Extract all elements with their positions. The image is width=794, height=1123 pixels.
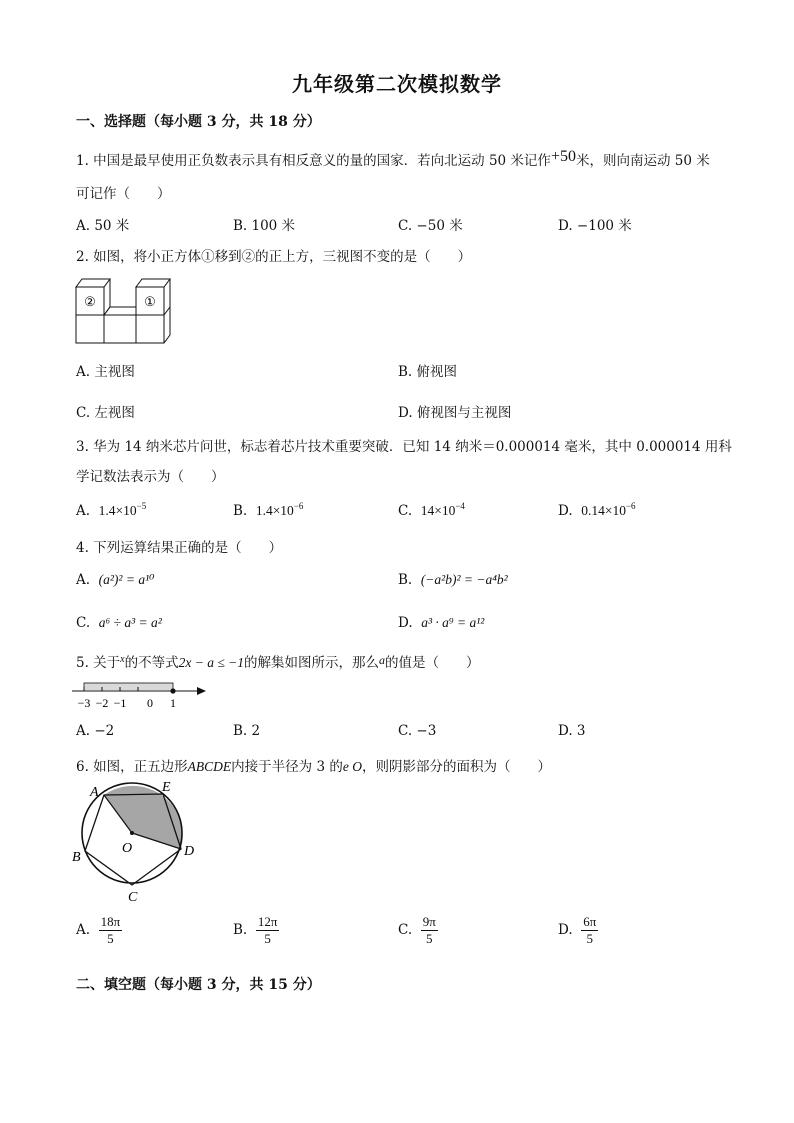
cube-label-1: ① <box>144 294 156 309</box>
vertex-label-a: A <box>90 785 99 800</box>
number-line-arrow <box>197 687 206 695</box>
q5-inequality: 2x − a ≤ −1 <box>178 655 244 670</box>
q5-option-d: D. 3 <box>558 723 586 739</box>
q3-option-b <box>233 501 303 519</box>
q6-option-d <box>558 914 598 947</box>
question-3-line-1: 3. 华为 14 纳米芯片问世，标志着芯片技术重要突破．已知 14 纳米＝0.000014 毫米，其中 0.000014 用科 <box>76 439 732 455</box>
pentagon-circle-figure <box>70 778 200 906</box>
q5-option-c: C. −3 <box>398 723 437 739</box>
q3-option-a <box>76 501 146 519</box>
solution-set-shading <box>84 683 173 691</box>
q5-text-b: 的不等式 <box>124 655 179 671</box>
cube-label-2: ② <box>84 294 96 309</box>
q6-text-b: 内接于半径为 3 的 <box>231 759 343 775</box>
q4-option-d <box>398 615 484 631</box>
q5-option-b: B. 2 <box>233 723 261 739</box>
q3-a-base: 1.4×10 <box>98 503 137 518</box>
q6-c-fraction <box>421 914 438 947</box>
q3-b-base: 1.4×10 <box>255 503 294 518</box>
q4-option-a <box>76 572 155 588</box>
question-1-line-2: 可记作（ ） <box>76 186 171 202</box>
q2-option-b: B. 俯视图 <box>398 364 458 380</box>
q4-d-expr: a³ · a⁹ = a¹² <box>421 615 485 630</box>
cube-bottom-middle <box>104 315 136 343</box>
q5-text-c: 的解集如图所示，那么 <box>244 655 379 671</box>
center-label-o: O <box>122 841 133 856</box>
center-point <box>130 831 134 835</box>
cube-middle-top-face <box>104 307 136 315</box>
q3-a-exp: −5 <box>136 501 147 511</box>
page-title: 九年级第二次模拟数学 <box>292 72 502 96</box>
q4-b-label: B. <box>398 572 413 588</box>
cube-bottom-right <box>136 315 164 343</box>
q3-c-exp: −4 <box>455 501 465 511</box>
q5-var-x: x <box>120 654 125 665</box>
q3-d-label: D. <box>558 503 573 519</box>
cube-bottom-left <box>76 315 104 343</box>
q4-a-label: A. <box>76 572 91 588</box>
q6-a-label: A. <box>76 922 91 938</box>
q5-var-a: a <box>379 653 385 667</box>
question-3-line-2: 学记数法表示为（ ） <box>76 469 225 485</box>
q5-option-a: A. −2 <box>76 723 115 739</box>
q3-b-exp: −6 <box>293 501 304 511</box>
tick-label-neg1: −1 <box>113 696 127 710</box>
q6-option-b <box>233 914 279 947</box>
q1-option-d: D. −100 米 <box>558 218 632 234</box>
cube-top-left-top-face <box>76 279 110 287</box>
section-heading-fill-in: 二、填空题（每小题 3 分，共 15 分） <box>76 977 321 993</box>
q6-c-den: 5 <box>426 931 433 946</box>
cube-figure <box>74 275 186 345</box>
q1-text-b: 米，则向南运动 50 米 <box>575 153 710 169</box>
question-2-line-1: 2. 如图，将小正方体①移到②的正上方，三视图不变的是（ ） <box>76 249 472 265</box>
q6-option-a <box>76 914 122 947</box>
vertex-label-e: E <box>162 780 171 795</box>
q1-option-b: B. 100 米 <box>233 218 296 234</box>
vertex-label-c: C <box>128 890 138 905</box>
q6-d-den: 5 <box>586 931 594 946</box>
q4-option-b <box>398 572 508 588</box>
q6-d-label: D. <box>558 922 573 938</box>
q3-option-c <box>398 501 465 519</box>
question-1-line-1 <box>76 149 710 170</box>
q1-value: +50 <box>550 148 576 165</box>
q6-a-num: 18π <box>100 914 121 929</box>
vertex-label-d: D <box>184 844 195 859</box>
q6-text-a: 6. 如图，正五边形 <box>76 759 188 775</box>
q4-d-label: D. <box>398 615 413 631</box>
q2-option-d: D. 俯视图与主视图 <box>398 405 512 421</box>
q2-option-a: A. 主视图 <box>76 364 135 380</box>
q1-option-a: A. 50 米 <box>76 218 130 234</box>
q6-a-den: 5 <box>107 931 114 946</box>
tick-label-neg3: −3 <box>77 696 91 710</box>
tick-label-0: 0 <box>147 696 153 710</box>
section-heading-choice: 一、选择题（每小题 3 分，共 18 分） <box>76 114 321 130</box>
q6-b-label: B. <box>233 922 248 938</box>
q6-text-c: ，则阴影部分的面积为（ ） <box>361 759 551 775</box>
q5-text-a: 5. 关于 <box>76 655 121 671</box>
q6-a-fraction <box>99 914 123 947</box>
q3-c-base: 14×10 <box>420 503 456 518</box>
q6-d-fraction <box>581 914 598 947</box>
q6-circle-name: e O <box>342 759 362 774</box>
q5-text-d: 的值是（ ） <box>385 655 480 671</box>
q3-a-label: A. <box>76 503 91 519</box>
question-6-line-1 <box>76 755 551 775</box>
q1-option-c: C. −50 米 <box>398 218 463 234</box>
q6-b-den: 5 <box>264 931 271 946</box>
q6-c-label: C. <box>398 922 413 938</box>
q4-option-c <box>76 615 162 631</box>
q4-c-expr: a⁶ ÷ a³ = a² <box>98 615 162 630</box>
question-4-line-1: 4. 下列运算结果正确的是（ ） <box>76 540 283 556</box>
q6-option-c <box>398 914 438 947</box>
q3-c-label: C. <box>398 503 413 519</box>
solid-endpoint <box>170 688 175 693</box>
q4-c-label: C. <box>76 615 91 631</box>
q6-b-num: 12π <box>257 914 278 929</box>
q2-option-c: C. 左视图 <box>76 405 135 421</box>
number-line <box>70 678 210 712</box>
q3-d-base: 0.14×10 <box>581 503 626 518</box>
cube-top-right-top-face <box>136 279 170 287</box>
q6-c-num: 9π <box>422 914 436 929</box>
tick-label-1: 1 <box>170 696 176 710</box>
q6-polygon-name: ABCDE <box>187 759 232 774</box>
q1-text-a: 1. 中国是最早使用正负数表示具有相反意义的量的国家．若向北运动 50 米记作 <box>76 153 551 169</box>
vertex-label-b: B <box>72 850 81 865</box>
tick-label-neg2: −2 <box>95 696 109 710</box>
q6-d-num: 6π <box>583 914 597 929</box>
q3-d-exp: −6 <box>625 501 636 511</box>
q4-a-expr: (a²)² = a¹⁰ <box>98 572 155 587</box>
question-5-line-1 <box>76 651 480 671</box>
q6-b-fraction <box>256 914 280 947</box>
q4-b-expr: (−a²b)² = −a⁴b² <box>420 572 508 587</box>
q3-option-d <box>558 501 636 519</box>
q3-b-label: B. <box>233 503 248 519</box>
